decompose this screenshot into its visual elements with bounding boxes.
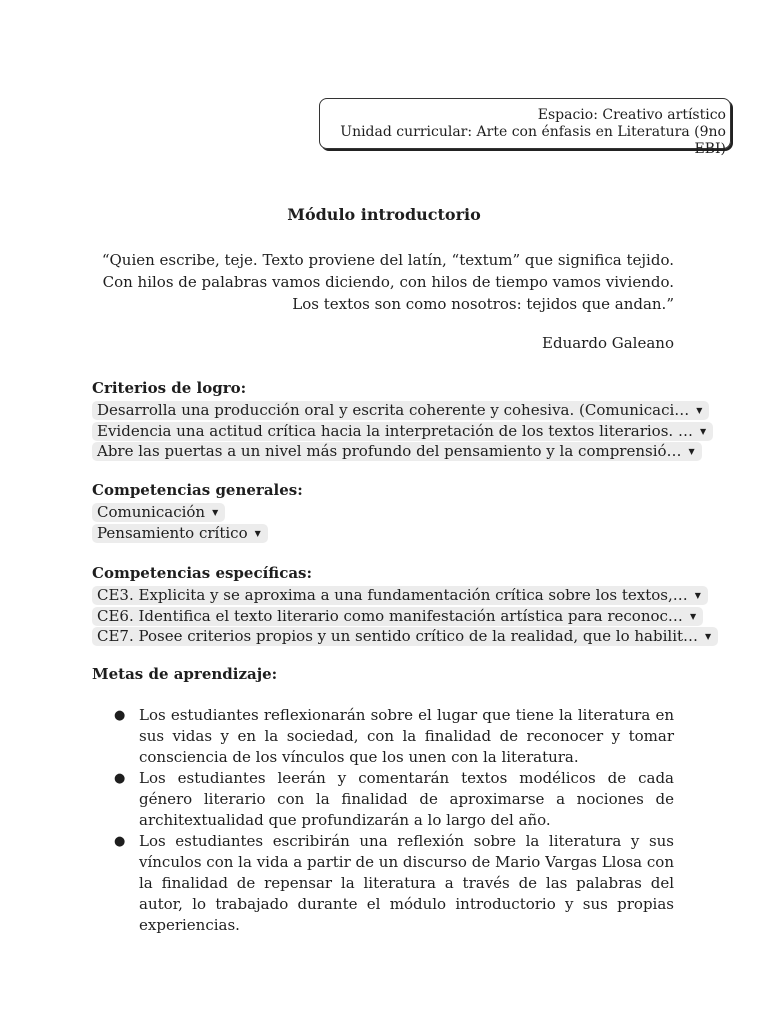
page-title: Módulo introductorio — [287, 205, 481, 224]
especificas-section — [92, 563, 712, 648]
chip-label: Abre las puertas a un nivel más profundo del pensamiento y la comprensió… — [97, 442, 682, 460]
caret-down-icon: ▼ — [212, 508, 219, 517]
list-item — [92, 705, 674, 768]
bullet-icon: ● — [114, 708, 126, 723]
caret-down-icon: ▼ — [699, 426, 707, 436]
caret-down-icon: ▼ — [688, 447, 695, 456]
list-item — [92, 768, 674, 831]
generales-heading: Competencias generales: — [92, 481, 303, 499]
caret-down-icon: ▼ — [689, 611, 697, 621]
metas-section — [92, 664, 692, 687]
competencia-especifica-chip[interactable] — [92, 586, 708, 605]
chip-label: CE7. Posee criterios propios y un sentido crítico de la realidad, que lo habilit… — [97, 627, 699, 645]
metas-heading: Metas de aprendizaje: — [92, 665, 278, 683]
criterio-chip[interactable] — [92, 442, 702, 461]
generales-section — [92, 480, 692, 544]
chip-label: CE3. Explicita y se aproxima a una fundamentación crítica sobre los textos,… — [97, 586, 688, 604]
caret-down-icon: ▼ — [696, 406, 703, 415]
criterios-section — [92, 378, 707, 463]
bullet-icon: ● — [114, 834, 126, 849]
chip-label: CE6. Identifica el texto literario como manifestación artística para reconoc… — [97, 606, 683, 625]
bullet-icon: ● — [114, 771, 126, 786]
list-item-text: Los estudiantes leerán y comentarán textos modélicos de cada género literario con la finalidad de aproximarse a nociones de architextualidad que profundizarán a lo largo del año. — [139, 769, 674, 829]
competencia-especifica-chip[interactable] — [92, 627, 718, 646]
criterio-chip[interactable] — [92, 401, 709, 420]
criterio-chip[interactable] — [92, 422, 713, 441]
epigraph-quote: “Quien escribe, teje. Texto proviene del latín, “textum” que significa tejido. Con hilos de palabras vamos diciendo, con hilos de tiempo vamos viviendo. Los textos son como nosotros: tejidos que andan.” — [101, 251, 674, 313]
caret-down-icon: ▼ — [705, 632, 712, 641]
especificas-heading: Competencias específicas: — [92, 564, 313, 582]
chip-label: Desarrolla una producción oral y escrita coherente y cohesiva. (Comunicaci… — [97, 401, 690, 419]
list-item-text: Los estudiantes escribirán una reflexión sobre la literatura y sus vínculos con la vida a partir de un discurso de Mario Vargas Llosa con la finalidad de repensar la literatura a través de las palabras del autor, lo trabajado durante el módulo introductorio y sus propias experiencias. — [139, 832, 674, 934]
chip-label: Pensamiento crítico — [97, 523, 248, 542]
list-item — [92, 831, 674, 936]
header-box — [319, 98, 731, 157]
chip-label: Comunicación — [97, 503, 206, 521]
competencia-especifica-chip[interactable] — [92, 607, 703, 626]
learning-goals-list — [92, 705, 674, 936]
caret-down-icon: ▼ — [694, 591, 701, 600]
caret-down-icon: ▼ — [254, 528, 261, 538]
header-curricular-unit: Unidad curricular: Arte con énfasis en Literatura (9no EBI) — [340, 124, 726, 157]
competencia-general-chip[interactable] — [92, 524, 268, 543]
header-space: Espacio: Creativo artístico — [537, 107, 726, 123]
competencia-general-chip[interactable] — [92, 503, 225, 522]
list-item-text: Los estudiantes reflexionarán sobre el lugar que tiene la literatura en sus vidas y en la sociedad, con la finalidad de reconocer y tomar consciencia de los vínculos que los unen con la literatura. — [139, 706, 674, 766]
chip-label: Evidencia una actitud crítica hacia la interpretación de los textos literarios. … — [97, 421, 693, 440]
quote-author: Eduardo Galeano — [542, 334, 674, 352]
criterios-heading: Criterios de logro: — [92, 379, 247, 397]
